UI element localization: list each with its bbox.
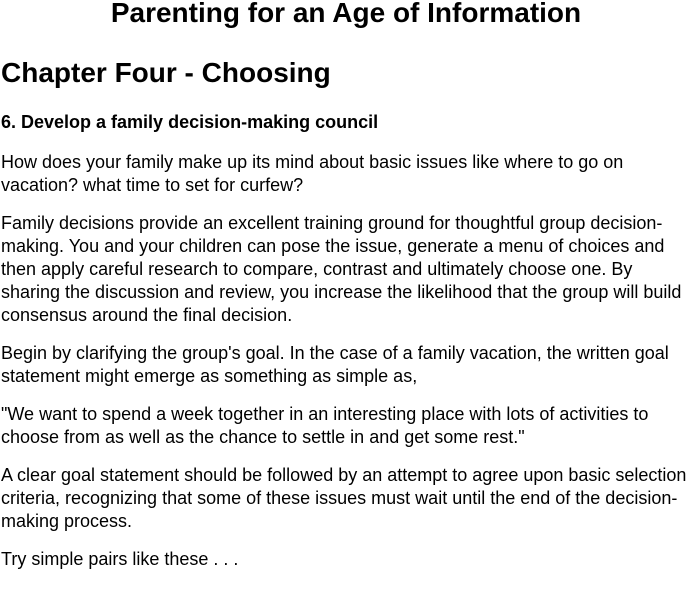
- body-paragraph: How does your family make up its mind about basic issues like where to go on vacation? what time to set for curfew?: [1, 152, 624, 195]
- chapter-title: Chapter Four - Choosing: [1, 57, 331, 88]
- body-paragraph: A clear goal statement should be followed by an attempt to agree upon basic selection criteria, recognizing that some of these issues must wait until the end of the decision-making process.: [1, 465, 687, 531]
- section-title: 6. Develop a family decision-making council: [1, 112, 379, 132]
- body-paragraph: Try simple pairs like these . . .: [1, 549, 239, 569]
- quoted-goal-statement: "We want to spend a week together in an interesting place with lots of activities to choose from as well as the chance to settle in and get some rest.": [1, 404, 649, 447]
- book-title: Parenting for an Age of Information: [110, 0, 582, 28]
- body-paragraph: Family decisions provide an excellent training ground for thoughtful group decision-making. You and your children can pose the issue, generate a menu of choices and then apply careful research to compare, contrast and ultimately choose one. By sharing the discussion and review, you increase the likelihood that the group will build consensus around the final decision.: [1, 213, 682, 325]
- body-paragraph: Begin by clarifying the group's goal. In the case of a family vacation, the written goal statement might emerge as something as simple as,: [1, 343, 669, 386]
